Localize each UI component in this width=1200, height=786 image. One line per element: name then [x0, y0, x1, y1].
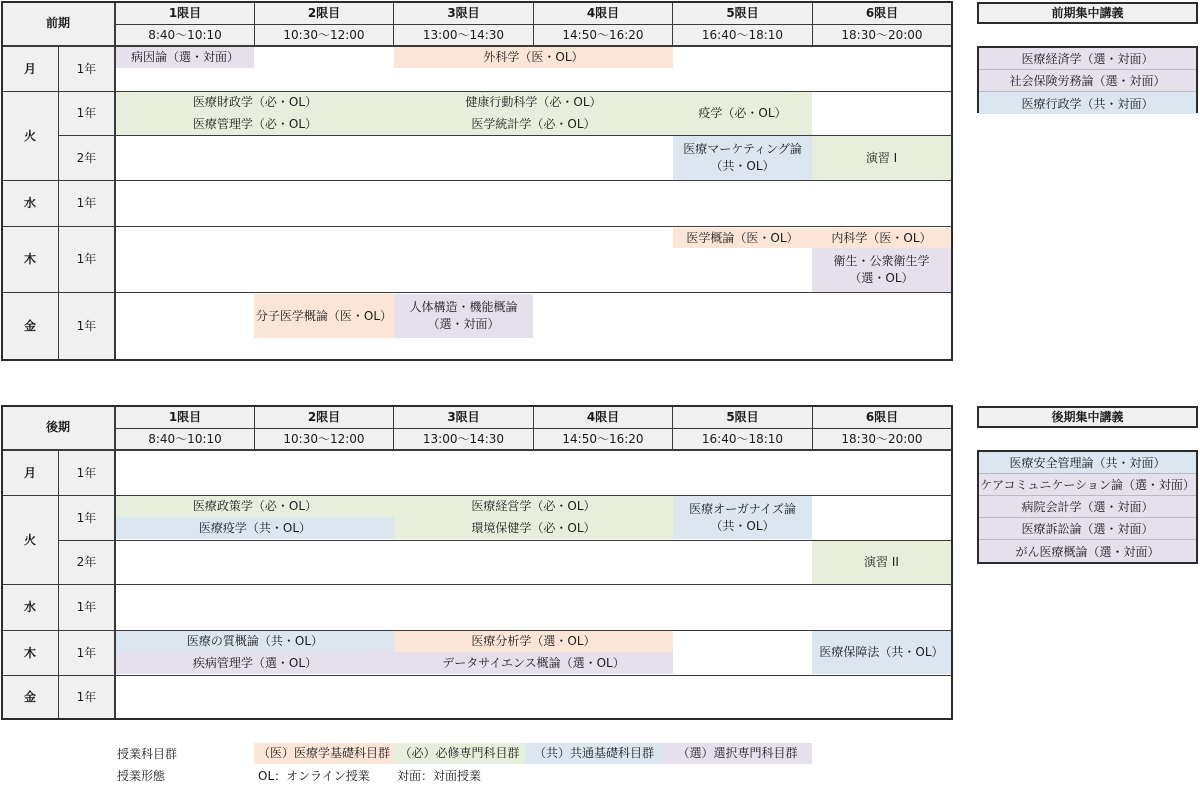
day-label: 金 [23, 690, 36, 705]
period-time: 8:40〜10:10 [148, 431, 222, 446]
year-label: 2年 [76, 555, 97, 570]
period-time: 8:40〜10:10 [148, 27, 222, 42]
list-item: がん医療概論（選・対面） [979, 540, 1196, 562]
day-label: 水 [23, 600, 36, 615]
list-item: 医療安全管理論（共・対面） [979, 452, 1196, 474]
course-block: 医療疫学（共・OL） [116, 517, 394, 539]
year-label: 1年 [76, 690, 97, 705]
year-label: 1年 [76, 318, 97, 333]
period-label: 5限目 [726, 5, 759, 20]
course-block: 衛生・公衆衛生学 （選・OL） [812, 248, 951, 292]
year-label: 1年 [76, 106, 97, 121]
day-label: 木 [23, 252, 36, 267]
period-label: 1限目 [168, 5, 202, 20]
period-label: 6限目 [865, 409, 899, 424]
period-label: 6限目 [865, 5, 899, 20]
legend-item: （選）選択専門科目群 [663, 743, 812, 764]
course-block: 外科学（医・OL） [394, 47, 673, 68]
zenki-intensive-title: 前期集中講義 [977, 2, 1198, 24]
day-label: 木 [23, 645, 36, 660]
legend-item: 対面：対面授業 [397, 769, 482, 783]
legend-item: （医）医療学基礎科目群 [254, 743, 394, 764]
course-block: 分子医学概論（医・OL） [254, 294, 394, 338]
course-block: 医療保障法（共・OL） [812, 631, 951, 674]
day-label: 火 [23, 128, 36, 143]
period-label: 2限目 [307, 409, 341, 424]
course-block: 人体構造・機能概論 （選・対面） [394, 294, 533, 338]
course-block: 医学統計学（必・OL） [471, 116, 596, 131]
course-block: 医療経営学（必・OL） [394, 496, 673, 517]
course-block: 内科学（医・OL） [812, 228, 951, 248]
course-block: 医療管理学（必・OL） [192, 116, 318, 131]
zenki-title: 前期 [45, 16, 70, 31]
period-time: 13:00〜14:30 [422, 431, 505, 446]
course-block: 医療分析学（選・OL） [394, 631, 673, 652]
period-time: 16:40〜18:10 [701, 431, 784, 446]
zenki-table-border [1, 1, 953, 361]
course-block: データサイエンス概論（選・OL） [442, 655, 625, 670]
period-time: 18:30〜20:00 [841, 431, 923, 446]
course-block: 疫学（必・OL） [698, 106, 787, 121]
list-item: ケアコミュニケーション論（選・対面） [979, 474, 1196, 496]
legend-item: OL：オンライン授業 [258, 769, 370, 783]
legend-item: （必）必修専門科目群 [394, 743, 525, 764]
list-item: 医療訴訟論（選・対面） [979, 518, 1196, 540]
list-item: 医療行政学（共・対面） [979, 92, 1196, 114]
list-item: 社会保険労務論（選・対面） [979, 70, 1196, 92]
period-label: 2限目 [307, 5, 341, 20]
period-label: 3限目 [447, 5, 480, 20]
course-block: 医療オーガナイズ論 （共・OL） [673, 496, 812, 539]
period-time: 18:30〜20:00 [841, 27, 923, 42]
period-time: 14:50〜16:20 [562, 431, 644, 446]
year-label: 1年 [76, 645, 97, 660]
day-label: 月 [23, 61, 36, 76]
day-label: 月 [23, 465, 36, 480]
course-block: 医療の質概論（共・OL） [116, 631, 394, 652]
period-label: 3限目 [447, 409, 480, 424]
list-item: 病院会計学（選・対面） [979, 496, 1196, 518]
zenki-intensive-list [977, 46, 1198, 113]
kouki-table-border [1, 405, 953, 720]
kouki-intensive-title: 後期集中講義 [977, 406, 1198, 428]
day-label: 水 [23, 196, 36, 211]
period-time: 16:40〜18:10 [701, 27, 784, 42]
year-label: 1年 [76, 61, 97, 76]
course-block: 医療マーケティング論 （共・OL） [673, 136, 812, 180]
kouki-intensive-list [977, 450, 1198, 564]
course-block: 環境保健学（必・OL） [394, 517, 673, 539]
year-label: 2年 [76, 150, 97, 165]
year-label: 1年 [76, 600, 97, 615]
day-label: 金 [23, 318, 36, 333]
period-time: 10:30〜12:00 [283, 27, 365, 42]
course-block: 疾病管理学（選・OL） [192, 655, 318, 670]
period-label: 1限目 [168, 409, 202, 424]
year-label: 1年 [76, 510, 97, 525]
period-label: 5限目 [726, 409, 759, 424]
list-item: 医療経済学（選・対面） [979, 48, 1196, 70]
period-label: 4限目 [586, 5, 620, 20]
year-label: 1年 [76, 252, 97, 267]
period-time: 13:00〜14:30 [422, 27, 505, 42]
legend-group-label: 授業科目群 [117, 747, 178, 761]
course-block: 医学概論（医・OL） [673, 228, 812, 248]
legend-item: （共）共通基礎科目群 [525, 743, 663, 764]
course-block: 演習 I [812, 136, 951, 180]
course-block: 医療政策学（必・OL） [116, 496, 394, 517]
year-label: 1年 [76, 196, 97, 211]
kouki-title: 後期 [45, 420, 70, 435]
course-block: 医療財政学（必・OL） [192, 95, 318, 110]
year-label: 1年 [76, 465, 97, 480]
period-time: 10:30〜12:00 [283, 431, 365, 446]
legend-form-label: 授業形態 [117, 769, 166, 783]
period-time: 14:50〜16:20 [562, 27, 644, 42]
period-label: 4限目 [586, 409, 620, 424]
course-block: 健康行動科学（必・OL） [465, 95, 602, 110]
course-block: 演習 II [812, 541, 951, 584]
course-block: 病因論（選・対面） [116, 47, 254, 68]
day-label: 火 [23, 532, 36, 547]
